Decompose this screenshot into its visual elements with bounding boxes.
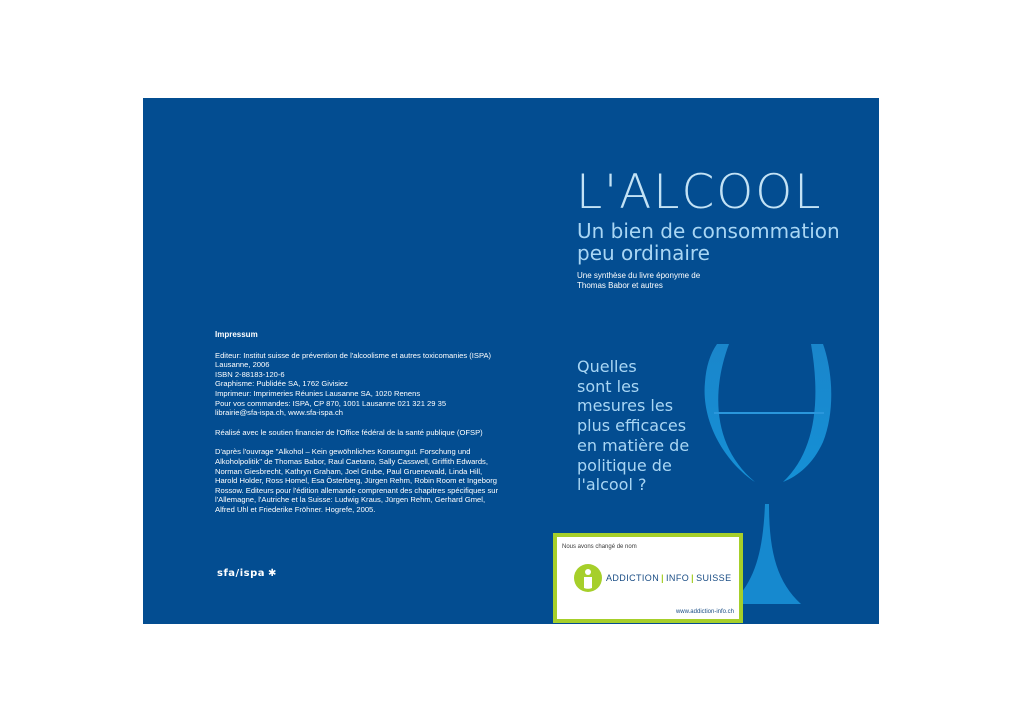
source-line: Alkoholpolitik" de Thomas Babor, Raul Caetano, Sally Casswell, Griffith Edwards, [215, 456, 488, 466]
impressum-section [215, 330, 505, 525]
addiction-info-logo-icon [574, 564, 602, 592]
source-line: Harold Holder, Ross Homel, Esa Österberg, Jürgen Rehm, Robin Room et Ingeborg [215, 476, 497, 486]
question-line: politique de [577, 455, 672, 475]
publisher-line: ISBN 2-88183-120-6 [215, 369, 285, 379]
tagline-line: Thomas Babor et autres [577, 281, 663, 290]
tagline-line: Une synthèse du livre éponyme de [577, 271, 701, 280]
brand-separator: | [691, 573, 695, 583]
support-line: Réalisé avec le soutien financier de l'Office fédéral de la santé publique (OFSP) [215, 427, 483, 437]
cover-subtitle [577, 220, 840, 264]
publisher-line: Lausanne, 2006 [215, 360, 270, 370]
source-info [215, 447, 505, 514]
question-line: en matière de [577, 435, 690, 455]
impressum-heading: Impressum [215, 330, 258, 339]
source-line: Alfred Uhl et Friederike Fröhner. Hogrefe, 2005. [215, 504, 376, 514]
cover-tagline [577, 271, 700, 291]
publisher-line: Editeur: Institut suisse de prévention de l'alcoolisme et autres toxicomanies (ISPA) [215, 350, 492, 360]
source-line: D'après l'ouvrage "Alkohol – Kein gewöhnliches Konsumgut. Forschung und [215, 447, 471, 457]
glass-wine-line [714, 412, 824, 414]
star-icon: ✱ [268, 568, 277, 579]
question-line: sont les [577, 376, 640, 396]
name-change-label: Nous avons changé de nom [562, 544, 637, 550]
subtitle-line: Un bien de consommation [577, 219, 840, 243]
publisher-line: Pour vos commandes: ISPA, CP 870, 1001 Lausanne 021 321 29 35 [215, 398, 447, 408]
publisher-line: Imprimeur: Imprimeries Réunies Lausanne SA, 1020 Renens [215, 388, 421, 398]
brochure-cover-spread [143, 98, 879, 624]
cover-question [577, 357, 689, 495]
brand-part: INFO [666, 573, 690, 583]
brand-part: SUISSE [696, 573, 732, 583]
publisher-info [215, 351, 505, 418]
brand-part: ADDICTION [606, 573, 660, 583]
sfa-ispa-logo-text: sfa/ispa [217, 568, 265, 579]
question-line: l'alcool ? [577, 475, 647, 495]
publisher-contact-line: librairie@sfa-ispa.ch, www.sfa-ispa.ch [215, 408, 343, 418]
cover-title: L'ALCOOL [576, 165, 823, 220]
source-line: l'Allemagne, l'Autriche et la Suisse: Ludwig Kraus, Jürgen Rehm, Gerhard Gmel, [215, 495, 486, 505]
sfa-ispa-logo [217, 568, 277, 579]
question-line: Quelles [577, 357, 637, 376]
name-change-notice [553, 533, 743, 623]
question-line: mesures les [577, 396, 674, 416]
addiction-info-url: www.addiction-info.ch [675, 609, 734, 615]
addiction-info-brand [606, 573, 731, 583]
source-line: Rossow. Editeurs pour l'édition allemande comprenant des chapitres spécifiques sur [215, 485, 498, 495]
subtitle-line: peu ordinaire [577, 241, 710, 265]
question-line: plus efficaces [577, 416, 687, 436]
publisher-line: Graphisme: Publidée SA, 1762 Givisiez [215, 379, 348, 389]
support-info [215, 428, 505, 438]
source-line: Norman Giesbrecht, Kathryn Graham, Joel Grube, Paul Gruenewald, Linda Hill, [215, 466, 483, 476]
brand-separator: | [661, 573, 665, 583]
